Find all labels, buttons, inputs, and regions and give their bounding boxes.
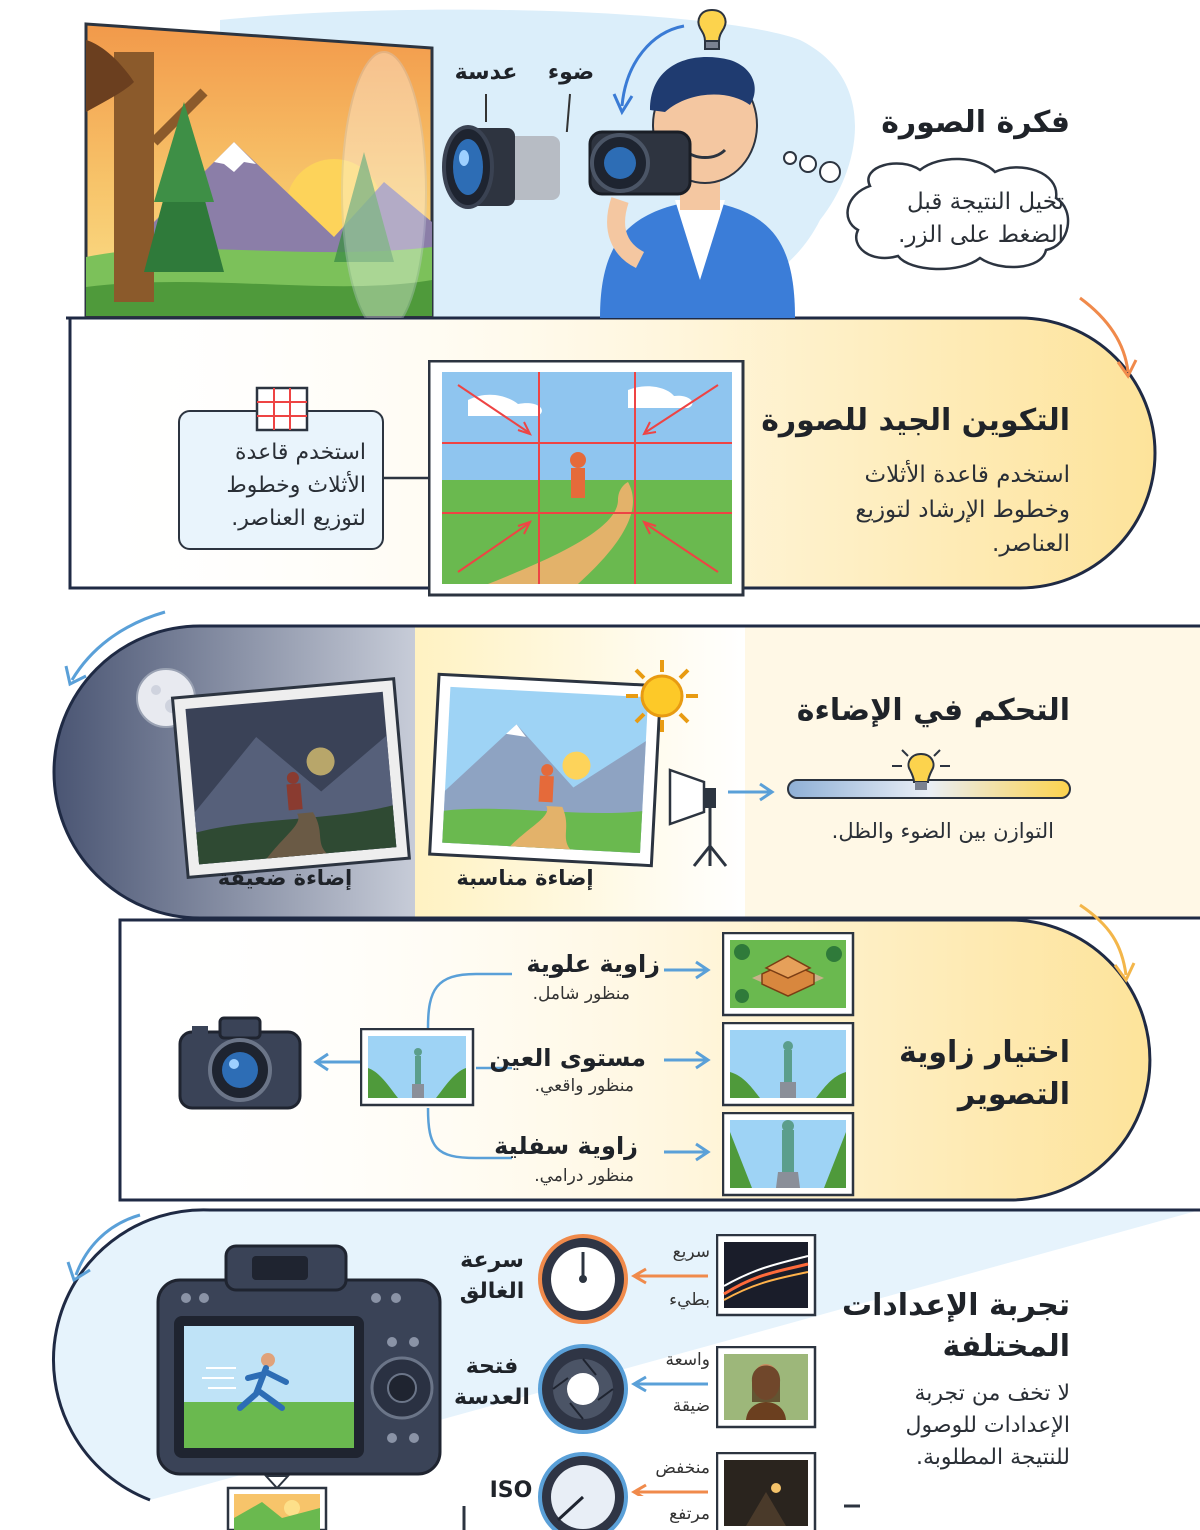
- settings-body: لا تخف من تجربة الإعدادات للوصول للنتيجة المطلوبة.: [905, 1381, 1070, 1470]
- lighting-caption: التوازن بين الضوء والظل.: [831, 819, 1054, 843]
- section-composition: [0, 318, 1200, 608]
- label-weak-light: إضاءة ضعيفة: [217, 866, 353, 890]
- camera-back-illustration: [156, 1242, 444, 1478]
- low-angle-photo: [722, 1112, 856, 1198]
- angle-low-desc: منظور درامي.: [534, 1166, 634, 1186]
- settings-title: تجربة الإعدادات المختلفة: [841, 1288, 1070, 1364]
- setting-aperture-low: ضيقة: [672, 1396, 710, 1416]
- setting-iso-high: منخفض: [655, 1458, 710, 1478]
- angle-row-arrows: [660, 942, 716, 1172]
- lighting-title: التحكم في الإضاءة: [796, 693, 1070, 728]
- camera-result-photo: [222, 1474, 332, 1530]
- section-idea: [0, 0, 1200, 318]
- light-shadow-balance-bar: [784, 748, 1074, 808]
- iso-gauge-icon: [536, 1450, 630, 1530]
- light-arrow: [726, 780, 776, 804]
- setting-shutter-low: بطيء: [669, 1290, 710, 1310]
- composition-callout-text: استخدم قاعدة الأثلاث وخطوط لتوزيع العناصر.: [226, 440, 366, 531]
- section-angles: [0, 920, 1200, 1200]
- rule-of-thirds-photo: [428, 360, 746, 600]
- sun-icon: [624, 658, 700, 734]
- label-light: ضوء: [547, 60, 595, 85]
- section-settings: [0, 1210, 1200, 1530]
- grid-icon: [255, 386, 309, 432]
- setting-iso-name: ISO: [489, 1478, 533, 1503]
- composition-title: التكوين الجيد للصورة: [761, 403, 1070, 438]
- eye-level-photo: [722, 1022, 856, 1108]
- angle-eye-name: مستوى العين: [489, 1044, 646, 1072]
- portrait-photo: [716, 1346, 818, 1430]
- setting-aperture-name: فتحة العدسة: [454, 1354, 530, 1410]
- angle-high-name: زاوية علوية: [526, 950, 660, 978]
- idea-bubble-text: تخيل النتيجة قبل الضغط على الزر.: [898, 189, 1064, 249]
- label-good-light: إضاءة مناسبة: [456, 866, 594, 890]
- landscape-scene-illustration: [84, 22, 434, 318]
- weak-light-photo: [170, 674, 414, 884]
- idea-title: فكرة الصورة: [881, 105, 1070, 140]
- angle-eye-desc: منظور واقعي.: [534, 1076, 634, 1096]
- angle-high-desc: منظور شامل.: [532, 984, 630, 1004]
- composition-body: استخدم قاعدة الأثلاث وخطوط الإرشاد لتوزيع العناصر.: [855, 462, 1070, 557]
- motion-blur-photo: [716, 1234, 818, 1318]
- angle-low-name: زاوية سفلية: [494, 1132, 638, 1160]
- setting-iso-low: مرتفع: [669, 1504, 710, 1524]
- camera-icon: [178, 1014, 302, 1110]
- lens-label-pointers: [480, 92, 580, 132]
- high-angle-photo: [722, 932, 856, 1018]
- lens-illustration: [440, 118, 570, 213]
- angles-title: اختيار زاوية التصوير: [898, 1035, 1070, 1112]
- softbox-light-icon: [664, 762, 734, 872]
- aperture-icon: [536, 1342, 630, 1436]
- setting-aperture-high: واسعة: [665, 1350, 710, 1370]
- night-street-photo: [716, 1452, 818, 1530]
- label-lens: عدسة: [454, 60, 518, 85]
- setting-shutter-high: سريع: [672, 1242, 710, 1262]
- shutter-speed-dial-icon: [536, 1232, 630, 1326]
- angle-to-camera-arrow: [312, 1050, 362, 1074]
- lightbulb-icon: [690, 8, 734, 52]
- section-lighting: [0, 626, 1200, 918]
- settings-arrows: [630, 1266, 714, 1496]
- setting-shutter-name: سرعة الغالق: [459, 1248, 525, 1304]
